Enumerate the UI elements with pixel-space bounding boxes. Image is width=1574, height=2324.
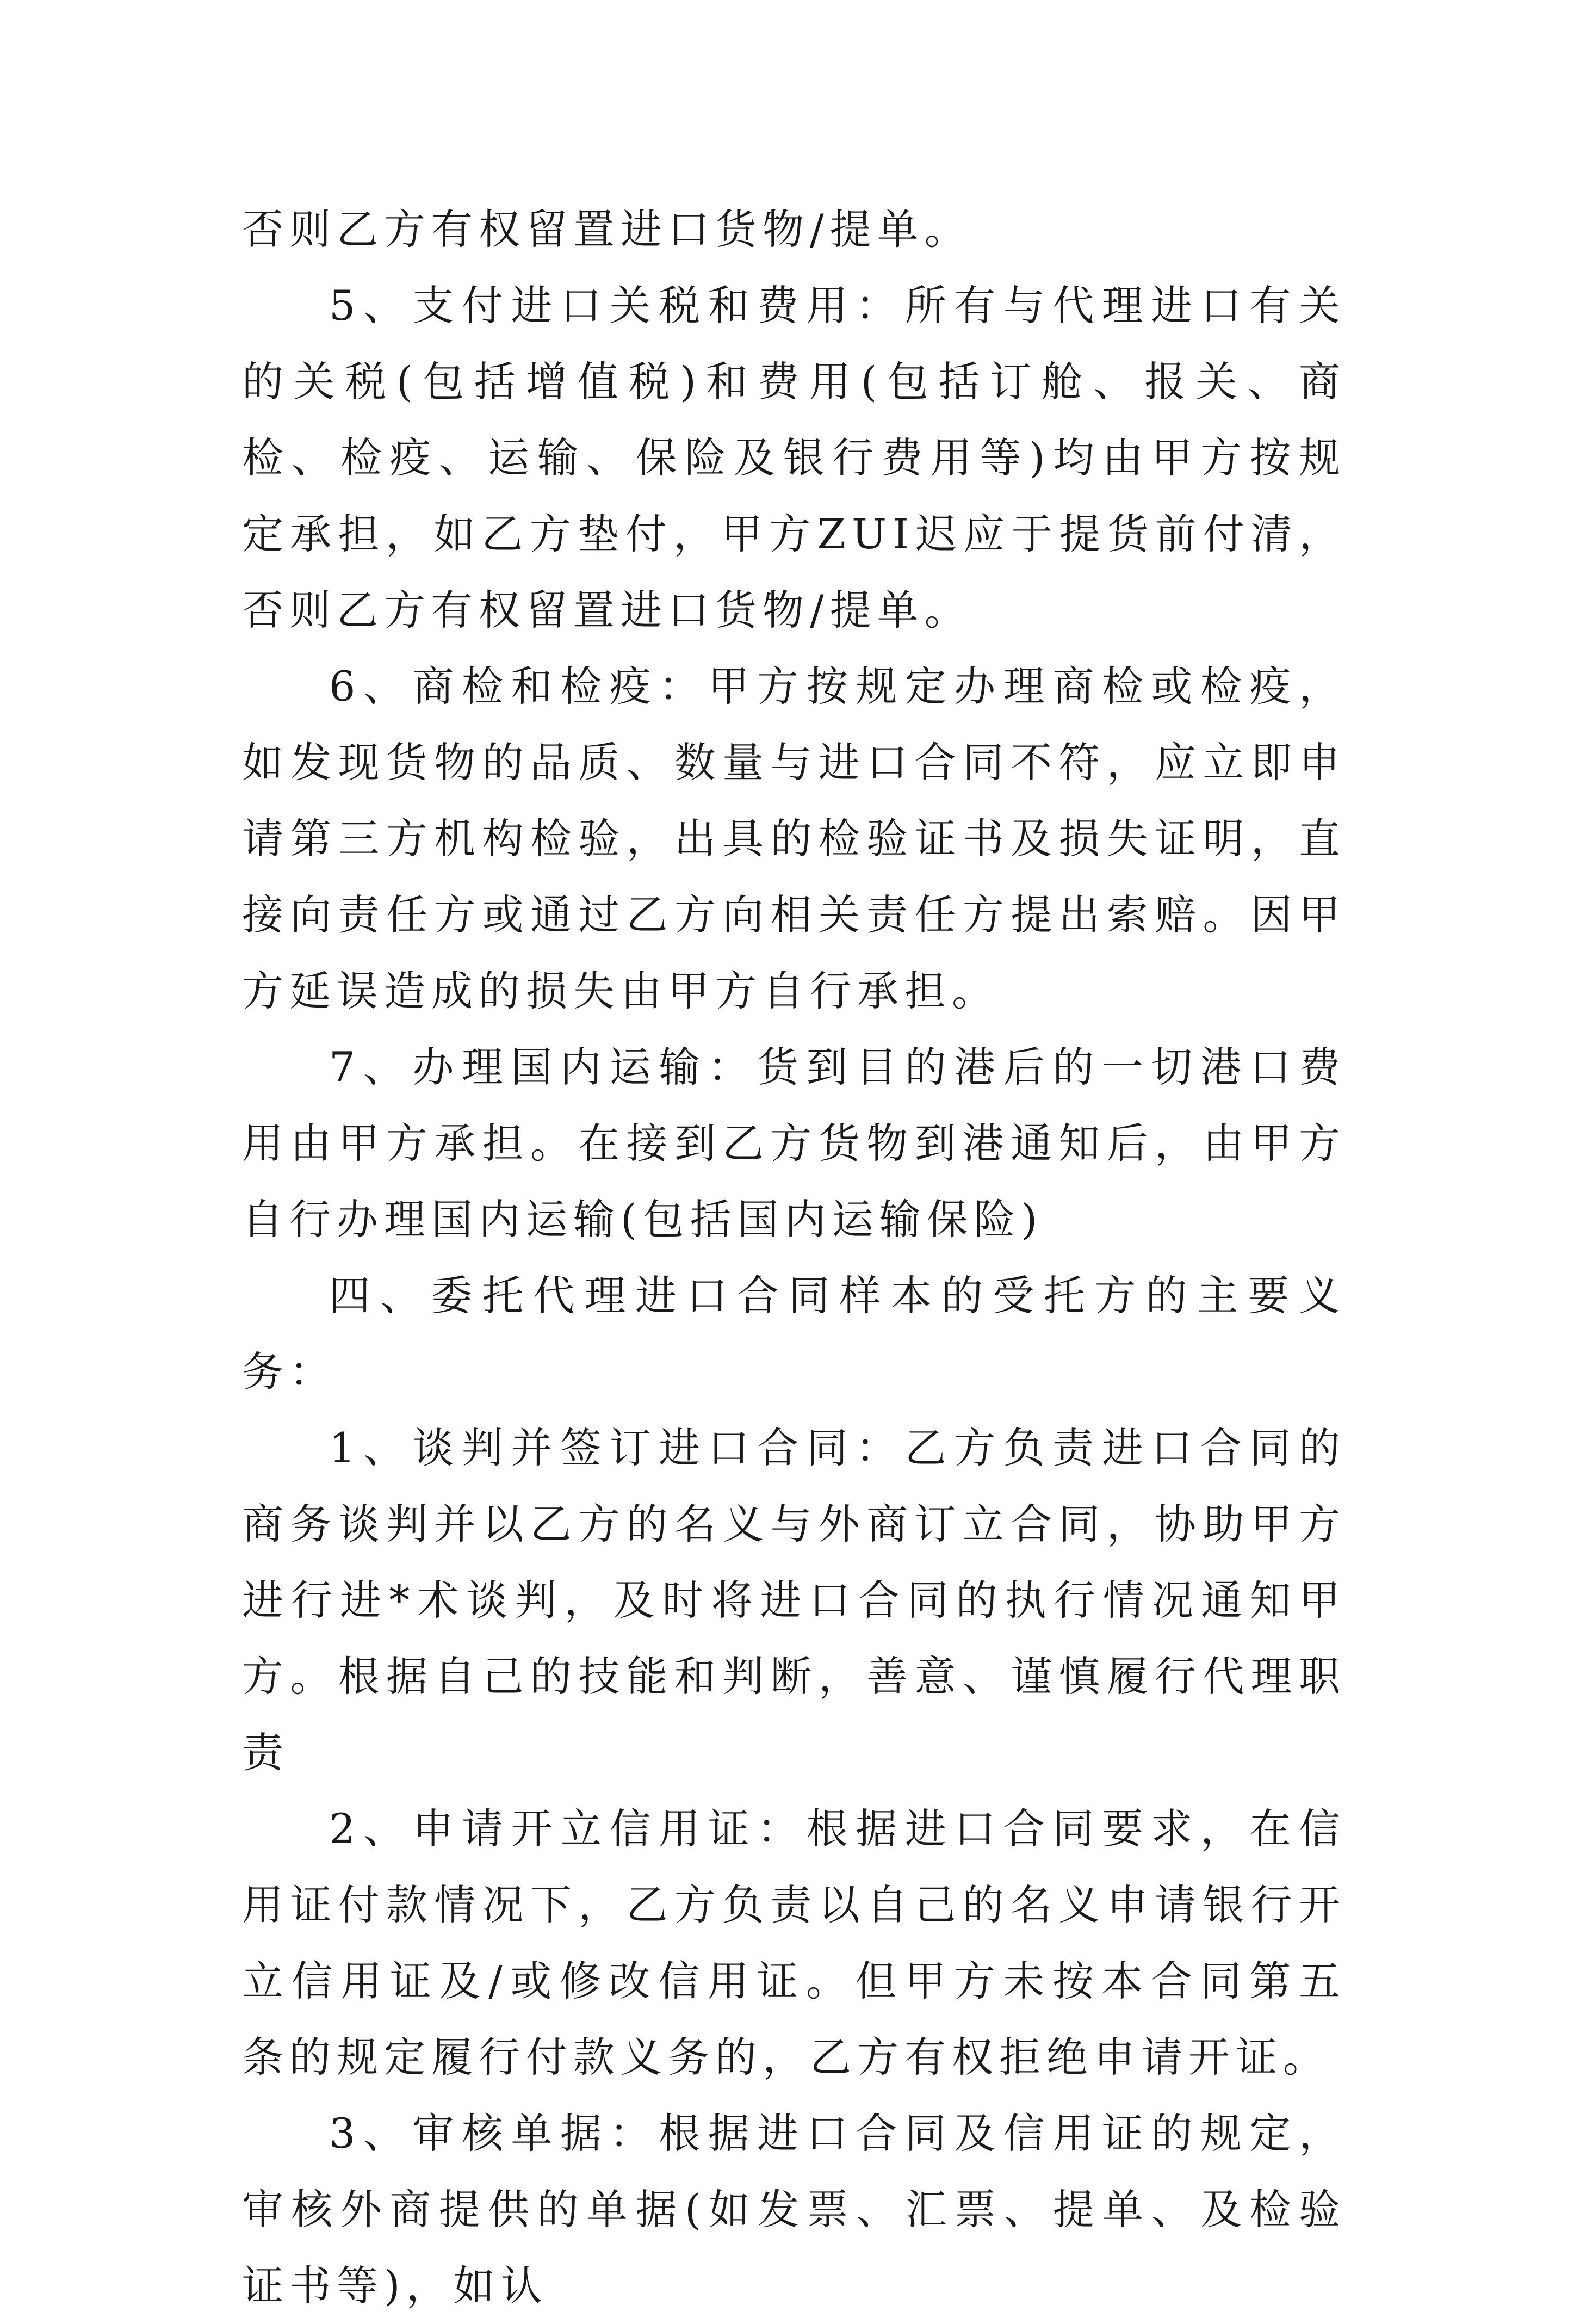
paragraph-clause-6: 6、商检和检疫：甲方按规定办理商检或检疫，如发现货物的品质、数量与进口合同不符，应立即申请第三方机构检验，出具的检验证书及损失证明，直接向责任方或通过乙方向相关责任方提出索赔。因甲方延误造成的损失由甲方自行承担。 bbox=[242, 662, 1346, 1015]
paragraph-obligation-2: 2、申请开立信用证：根据进口合同要求，在信用证付款情况下，乙方负责以自己的名义申请银行开立信用证及/或修改信用证。但甲方未按本合同第五条的规定履行付款义务的，乙方有权拒绝申请开证。 bbox=[242, 1804, 1346, 2081]
document-body bbox=[242, 191, 1346, 2324]
paragraph-obligation-3: 3、审核单据：根据进口合同及信用证的规定，审核外商提供的单据(如发票、汇票、提单、及检验证书等)，如认 bbox=[242, 2109, 1346, 2310]
section-heading-4: 四、委托代理进口合同样本的受托方的主要义务： bbox=[242, 1271, 1346, 1396]
paragraph-clause-5: 5、支付进口关税和费用：所有与代理进口有关的关税(包括增值税)和费用(包括订舱、报关、商检、检疫、运输、保险及银行费用等)均由甲方按规定承担，如乙方垫付，甲方ZUI迟应于提货前付清，否则乙方有权留置进口货物/提单。 bbox=[242, 281, 1346, 634]
paragraph-continuation: 否则乙方有权留置进口货物/提单。 bbox=[242, 205, 972, 254]
paragraph-obligation-1: 1、谈判并签订进口合同：乙方负责进口合同的商务谈判并以乙方的名义与外商订立合同，协助甲方进行进*术谈判，及时将进口合同的执行情况通知甲方。根据自己的技能和判断，善意、谨慎履行代理职责 bbox=[242, 1424, 1346, 1777]
paragraph-clause-7: 7、办理国内运输：货到目的港后的一切港口费用由甲方承担。在接到乙方货物到港通知后，由甲方自行办理国内运输(包括国内运输保险) bbox=[242, 1043, 1346, 1244]
